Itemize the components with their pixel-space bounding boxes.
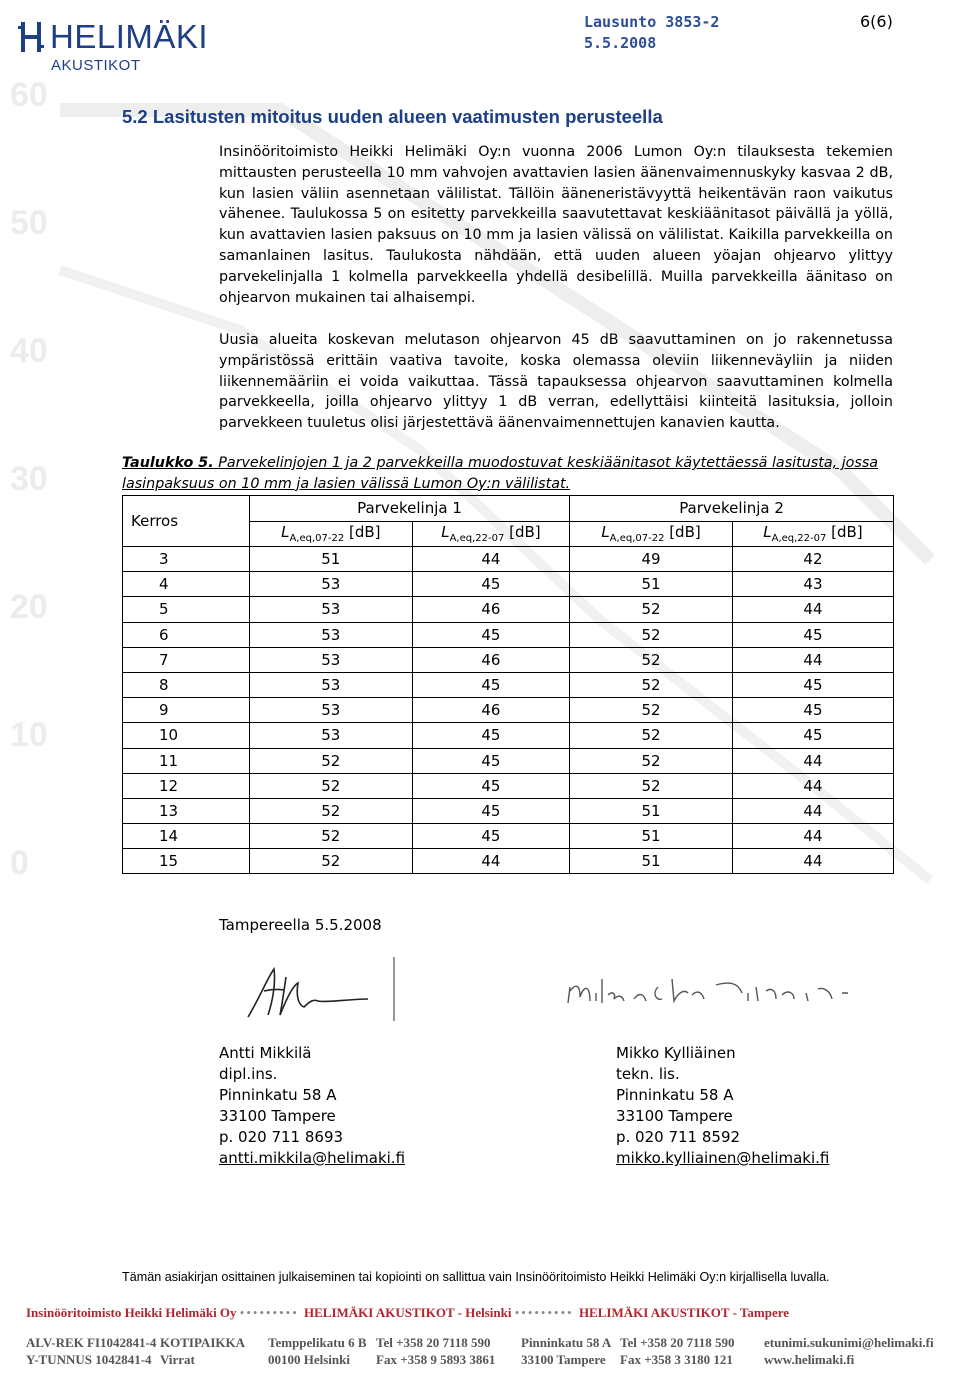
footer-alv: ALV-REK FI1042841-4 xyxy=(26,1335,157,1350)
value-cell: 44 xyxy=(732,849,893,874)
report-date: 5.5.2008 xyxy=(584,34,657,52)
contact-name: Mikko Kylliäinen xyxy=(616,1044,736,1062)
value-cell: 53 xyxy=(249,622,412,647)
logo-mark-icon xyxy=(18,20,44,54)
contact-title: tekn. lis. xyxy=(616,1065,680,1083)
footer-ytunnus: Y-TUNNUS 1042841-4 xyxy=(26,1352,152,1367)
value-cell: 44 xyxy=(732,773,893,798)
watermark-y-label: 0 xyxy=(10,844,29,882)
group-header-2: Parvekelinja 2 xyxy=(570,496,894,522)
value-cell: 44 xyxy=(732,597,893,622)
table-row xyxy=(123,849,894,874)
value-cell: 44 xyxy=(412,849,569,874)
table-row xyxy=(123,672,894,697)
value-cell: 52 xyxy=(570,723,733,748)
table-row xyxy=(123,597,894,622)
value-cell: 52 xyxy=(249,849,412,874)
value-cell: 46 xyxy=(412,597,569,622)
floor-cell: 14 xyxy=(123,824,250,849)
report-header xyxy=(584,12,719,54)
footer-company-line xyxy=(26,1305,789,1321)
footer-tampere-street: Pinninkatu 58 A xyxy=(521,1335,612,1350)
copyright-notice: Tämän asiakirjan osittainen julkaiseminen tai kopiointi on sallittua vain Insinööritoimisto Heikki Helimäki Oy:n kirjallisella luvalla. xyxy=(122,1270,830,1284)
signature-mikko-kylliainen xyxy=(562,965,862,1015)
contact-city: 33100 Tampere xyxy=(219,1107,336,1125)
value-cell: 45 xyxy=(412,622,569,647)
value-cell: 44 xyxy=(732,748,893,773)
floor-cell: 5 xyxy=(123,597,250,622)
value-cell: 51 xyxy=(570,824,733,849)
footer-helsinki-street: Temppelikatu 6 B xyxy=(268,1335,367,1350)
paragraph-2: Uusia alueita koskevan melutason ohjearvon 45 dB saavuttaminen on jo rakennetussa ympäristössä erittäin vaativa tavoite, koska olemassa oleviin liikenneväyliin ja niiden liikennemääriin ei voida vaikuttaa. Tässä tapauksessa ohjearvon saavuttaminen kolmella parvekkeella, joilla ohjearvo ylittyy 1 dB verran, edellyttäisi kiinteitä lasituksia, jolloin parvekkeen tuuletus olisi järjestettävä äänenvaimennettujen kanavien kautta. xyxy=(219,332,893,432)
floor-cell: 3 xyxy=(123,547,250,572)
footer-helsinki-tel: Tel +358 20 7118 590 xyxy=(376,1335,491,1350)
value-cell: 52 xyxy=(570,672,733,697)
value-cell: 53 xyxy=(249,597,412,622)
value-cell: 53 xyxy=(249,672,412,697)
paragraph-1: Insinööritoimisto Heikki Helimäki Oy:n vuonna 2006 Lumon Oy:n tilauksesta tekemien mittausten perusteella 10 mm vahvojen avattavien lasien äänenvaimennuskyky kasvaa 2 dB, kun lasien väliin asennetaan välilistat. Tällöin ääneneristävyyttä heikentävän raon vaikutus vähenee. Taulukossa 5 on esitetty parvekkeilla saavutettavat keskiäänitasot päivällä ja yöllä, kun avattavien lasien paksuus on 10 mm ja lasien välissä on välilistat. Kaikilla parvekkeilla on samanlainen lasitus. Taulukosta nähdään, että uuden alueen yöajan ohjearvo ylittyy parvekelinjalla 1 kolmella parvekkeella yhdellä desibelillä. Muilla parvekkeilla äänitaso on ohjearvon mukainen tai alhaisempi. xyxy=(219,144,893,306)
floor-cell: 9 xyxy=(123,698,250,723)
watermark-y-label: 40 xyxy=(10,332,48,370)
section-heading: 5.2 Lasitusten mitoitus uuden alueen vaatimusten perusteella xyxy=(122,106,663,127)
signature-antti-mikkila xyxy=(238,955,408,1025)
floor-cell: 7 xyxy=(123,647,250,672)
footer-virrat: Virrat xyxy=(160,1352,195,1367)
value-cell: 46 xyxy=(412,647,569,672)
value-cell: 49 xyxy=(570,547,733,572)
table-row xyxy=(123,798,894,823)
floor-cell: 10 xyxy=(123,723,250,748)
value-cell: 53 xyxy=(249,698,412,723)
contact-name: Antti Mikkilä xyxy=(219,1044,312,1062)
value-cell: 53 xyxy=(249,723,412,748)
value-cell: 53 xyxy=(249,647,412,672)
value-cell: 52 xyxy=(570,773,733,798)
value-cell: 52 xyxy=(570,698,733,723)
value-cell: 45 xyxy=(412,748,569,773)
col-header-l2-night: $L_{A,eq,22-07}$ [dB] xyxy=(732,521,893,547)
value-cell: 51 xyxy=(570,798,733,823)
footer-dots: ••••••••• xyxy=(239,1305,305,1320)
footer-helsinki-fax: Fax +358 9 5893 3861 xyxy=(376,1352,496,1367)
table-header-row xyxy=(123,496,894,522)
table-row xyxy=(123,824,894,849)
value-cell: 45 xyxy=(732,723,893,748)
footer-helsinki-city: 00100 Helsinki xyxy=(268,1352,350,1367)
footer-office-helsinki: HELIMÄKI AKUSTIKOT - Helsinki xyxy=(304,1305,512,1320)
watermark-y-label: 60 xyxy=(10,76,48,114)
table-row xyxy=(123,698,894,723)
contact-city: 33100 Tampere xyxy=(616,1107,733,1125)
value-cell: 52 xyxy=(570,597,733,622)
noise-level-table xyxy=(122,495,894,874)
value-cell: 51 xyxy=(249,547,412,572)
group-header-1: Parvekelinja 1 xyxy=(249,496,569,522)
value-cell: 51 xyxy=(570,572,733,597)
table-row xyxy=(123,572,894,597)
contact-phone: p. 020 711 8592 xyxy=(616,1128,741,1146)
value-cell: 52 xyxy=(249,773,412,798)
value-cell: 52 xyxy=(570,647,733,672)
value-cell: 45 xyxy=(412,798,569,823)
value-cell: 52 xyxy=(249,824,412,849)
report-number: Lausunto 3853-2 xyxy=(584,13,720,31)
value-cell: 45 xyxy=(732,622,893,647)
value-cell: 44 xyxy=(732,824,893,849)
table-row xyxy=(123,647,894,672)
col-header-l1-night: $L_{A,eq,22-07}$ [dB] xyxy=(412,521,569,547)
footer-tampere-tel: Tel +358 20 7118 590 xyxy=(620,1335,735,1350)
footer-email: etunimi.sukunimi@helimaki.fi xyxy=(764,1335,934,1350)
footer-web: www.helimaki.fi xyxy=(764,1352,855,1367)
logo-name: HELIMÄKI xyxy=(50,18,209,55)
value-cell: 52 xyxy=(249,748,412,773)
value-cell: 42 xyxy=(732,547,893,572)
logo-subtitle: AKUSTIKOT xyxy=(51,57,141,74)
floor-cell: 11 xyxy=(123,748,250,773)
value-cell: 45 xyxy=(732,672,893,697)
watermark-y-label: 30 xyxy=(10,460,48,498)
value-cell: 45 xyxy=(412,672,569,697)
value-cell: 52 xyxy=(249,798,412,823)
value-cell: 52 xyxy=(570,622,733,647)
watermark-y-label: 10 xyxy=(10,716,48,754)
value-cell: 51 xyxy=(570,849,733,874)
table-row xyxy=(123,748,894,773)
value-cell: 46 xyxy=(412,698,569,723)
value-cell: 44 xyxy=(732,798,893,823)
value-cell: 43 xyxy=(732,572,893,597)
table-row xyxy=(123,723,894,748)
value-cell: 44 xyxy=(412,547,569,572)
table-row xyxy=(123,622,894,647)
col-header-l2-day: $L_{A,eq,07-22}$ [dB] xyxy=(570,521,733,547)
value-cell: 45 xyxy=(732,698,893,723)
value-cell: 45 xyxy=(412,572,569,597)
watermark-y-label: 20 xyxy=(10,588,48,626)
floor-cell: 6 xyxy=(123,622,250,647)
table-caption-text: Parvekelinjojen 1 ja 2 parvekkeilla muodostuvat keskiäänitasot käytettäessä lasitusta, jossa lasinpaksuus on 10 mm ja lasien välissä Lumon Oy:n välilistat. xyxy=(122,455,879,492)
page-number: 6(6) xyxy=(860,12,893,31)
footer-company: Insinööritoimisto Heikki Helimäki Oy xyxy=(26,1305,237,1320)
contact-phone: p. 020 711 8693 xyxy=(219,1128,344,1146)
table-caption-label: Taulukko 5. xyxy=(122,455,214,471)
value-cell: 45 xyxy=(412,824,569,849)
footer-dots: ••••••••• xyxy=(514,1305,579,1320)
table-body xyxy=(123,547,894,874)
table-caption xyxy=(122,453,894,495)
col-header-l1-day: $L_{A,eq,07-22}$ [dB] xyxy=(249,521,412,547)
watermark-y-label: 50 xyxy=(10,204,48,242)
floor-cell: 15 xyxy=(123,849,250,874)
contact-antti-mikkila xyxy=(219,1043,405,1169)
contact-street: Pinninkatu 58 A xyxy=(219,1086,337,1104)
contact-email-link[interactable]: mikko.kylliainen@helimaki.fi xyxy=(616,1149,830,1167)
footer-tampere-city: 33100 Tampere xyxy=(521,1352,606,1367)
value-cell: 45 xyxy=(412,773,569,798)
footer-tampere-fax: Fax +358 3 3180 121 xyxy=(620,1352,733,1367)
kerros-header: Kerros xyxy=(123,496,250,547)
value-cell: 45 xyxy=(412,723,569,748)
value-cell: 52 xyxy=(570,748,733,773)
contact-street: Pinninkatu 58 A xyxy=(616,1086,734,1104)
value-cell: 53 xyxy=(249,572,412,597)
signing-place-date: Tampereella 5.5.2008 xyxy=(219,916,382,934)
table-row xyxy=(123,773,894,798)
footer-kotipaikka: KOTIPAIKKA xyxy=(160,1335,245,1350)
table-row xyxy=(123,547,894,572)
floor-cell: 12 xyxy=(123,773,250,798)
value-cell: 44 xyxy=(732,647,893,672)
footer-office-tampere: HELIMÄKI AKUSTIKOT - Tampere xyxy=(578,1305,790,1320)
floor-cell: 8 xyxy=(123,672,250,697)
contact-email-link[interactable]: antti.mikkila@helimaki.fi xyxy=(219,1149,406,1167)
floor-cell: 13 xyxy=(123,798,250,823)
floor-cell: 4 xyxy=(123,572,250,597)
contact-title: dipl.ins. xyxy=(219,1065,278,1083)
contact-mikko-kylliainen xyxy=(616,1043,829,1169)
